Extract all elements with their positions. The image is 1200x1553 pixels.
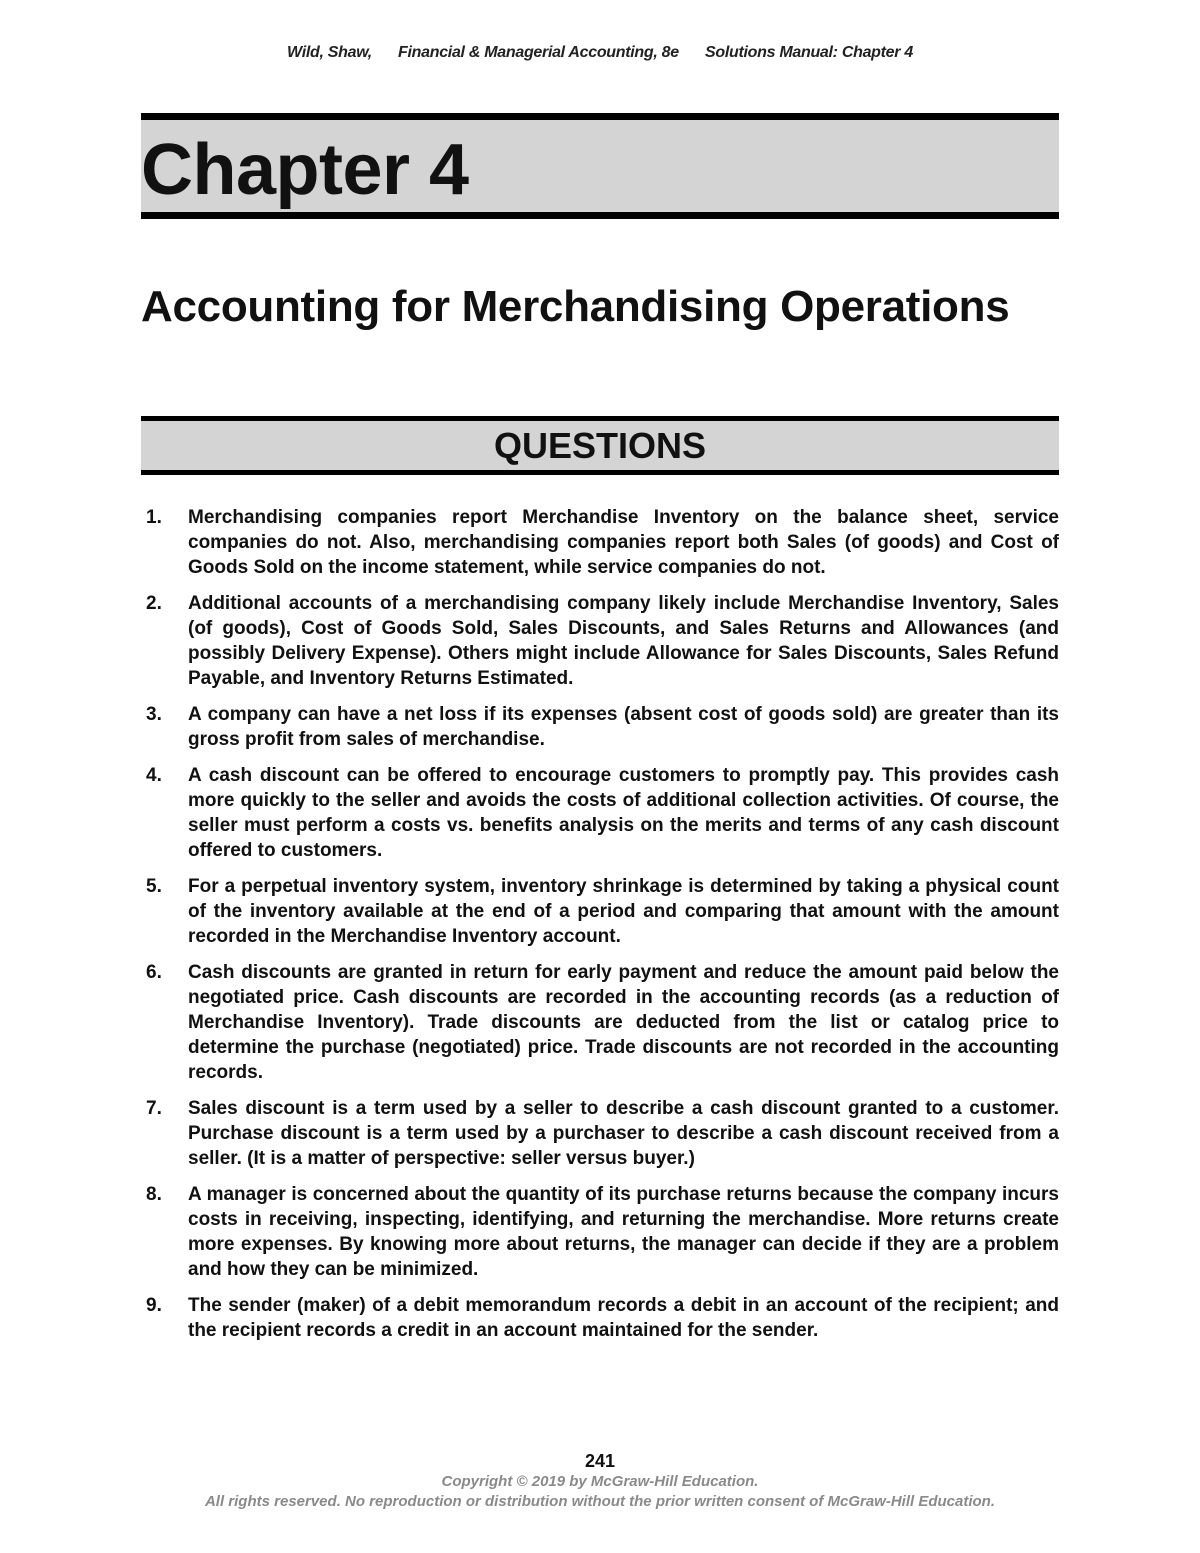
question-text: A company can have a net loss if its expenses (absent cost of goods sold) are greater than its gross profit from sales of merchandise. [188,704,1059,750]
question-number: 2. [146,593,162,614]
question-text: Additional accounts of a merchandising company likely include Merchandise Inventory, Sales (of goods), Cost of Goods Sold, Sales Discounts, and Sales Returns and Allowances (and possibly Delivery Expense). Others might include Allowance for Sales Discounts, Sales Refund Payable, and Inventory Returns Estimated. [188,593,1059,689]
question-number: 7. [146,1098,162,1119]
question-text: Cash discounts are granted in return for early payment and reduce the amount paid below the negotiated price. Cash discounts are recorded in the accounting records (as a reduction of Merchandise Inventory). Trade discounts are deducted from the list or catalog price to determine the purchase (negotiated) price. Trade discounts are not recorded in the accounting records. [188,962,1059,1083]
question-number: 8. [146,1184,162,1205]
question-item [141,763,1059,863]
question-text: A cash discount can be offered to encourage customers to promptly pay. This provides cash more quickly to the seller and avoids the costs of additional collection activities. Of course, the seller must perform a costs vs. benefits analysis on the merits and terms of any cash discount offered to customers. [188,765,1059,861]
section-title-band [141,416,1059,475]
rights-notice: All rights reserved. No reproduction or distribution without the prior written consent of McGraw-Hill Education. [204,1493,996,1510]
question-text: The sender (maker) of a debit memorandum records a debit in an account of the recipient; and the recipient records a credit in an account maintained for the sender. [188,1295,1059,1341]
question-item [141,505,1059,580]
question-number: 5. [146,876,162,897]
copyright-notice: Copyright © 2019 by McGraw-Hill Education. [441,1473,759,1490]
question-item [141,1182,1059,1282]
header-manual-chapter: Solutions Manual: Chapter 4 [705,44,913,61]
question-item [141,1096,1059,1171]
questions-list [141,505,1059,1354]
question-text: A manager is concerned about the quantity of its purchase returns because the company incurs costs in receiving, inspecting, identifying, and returning the merchandise. More returns create more expenses. By knowing more about returns, the manager can decide if they are a problem and how they can be minimized. [188,1184,1059,1280]
question-item [141,1293,1059,1343]
question-number: 9. [146,1295,162,1316]
header-authors: Wild, Shaw, [287,44,372,61]
question-item [141,960,1059,1085]
question-number: 6. [146,962,162,983]
section-title: QUESTIONS [493,425,707,466]
question-text: For a perpetual inventory system, inventory shrinkage is determined by taking a physical count of the inventory available at the end of a period and comparing that amount with the amount recorded in the Merchandise Inventory account. [188,876,1059,947]
header-book-title: Financial & Managerial Accounting, 8e [398,44,679,61]
chapter-title-band [141,113,1059,219]
page-number: 241 [584,1451,616,1471]
question-text: Merchandising companies report Merchandise Inventory on the balance sheet, service companies do not. Also, merchandising companies report both Sales (of goods) and Cost of Goods Sold on the income statement, while service companies do not. [188,507,1059,578]
question-number: 4. [146,765,162,786]
question-text: Sales discount is a term used by a seller to describe a cash discount granted to a customer. Purchase discount is a term used by a purchaser to describe a cash discount received from a seller. (It is a matter of perspective: seller versus buyer.) [188,1098,1059,1169]
question-item [141,591,1059,691]
question-item [141,874,1059,949]
chapter-subtitle: Accounting for Merchandising Operations [141,282,1010,331]
question-number: 1. [146,507,162,528]
chapter-title: Chapter 4 [141,130,469,210]
running-header [0,44,1200,62]
question-number: 3. [146,704,162,725]
question-item [141,702,1059,752]
